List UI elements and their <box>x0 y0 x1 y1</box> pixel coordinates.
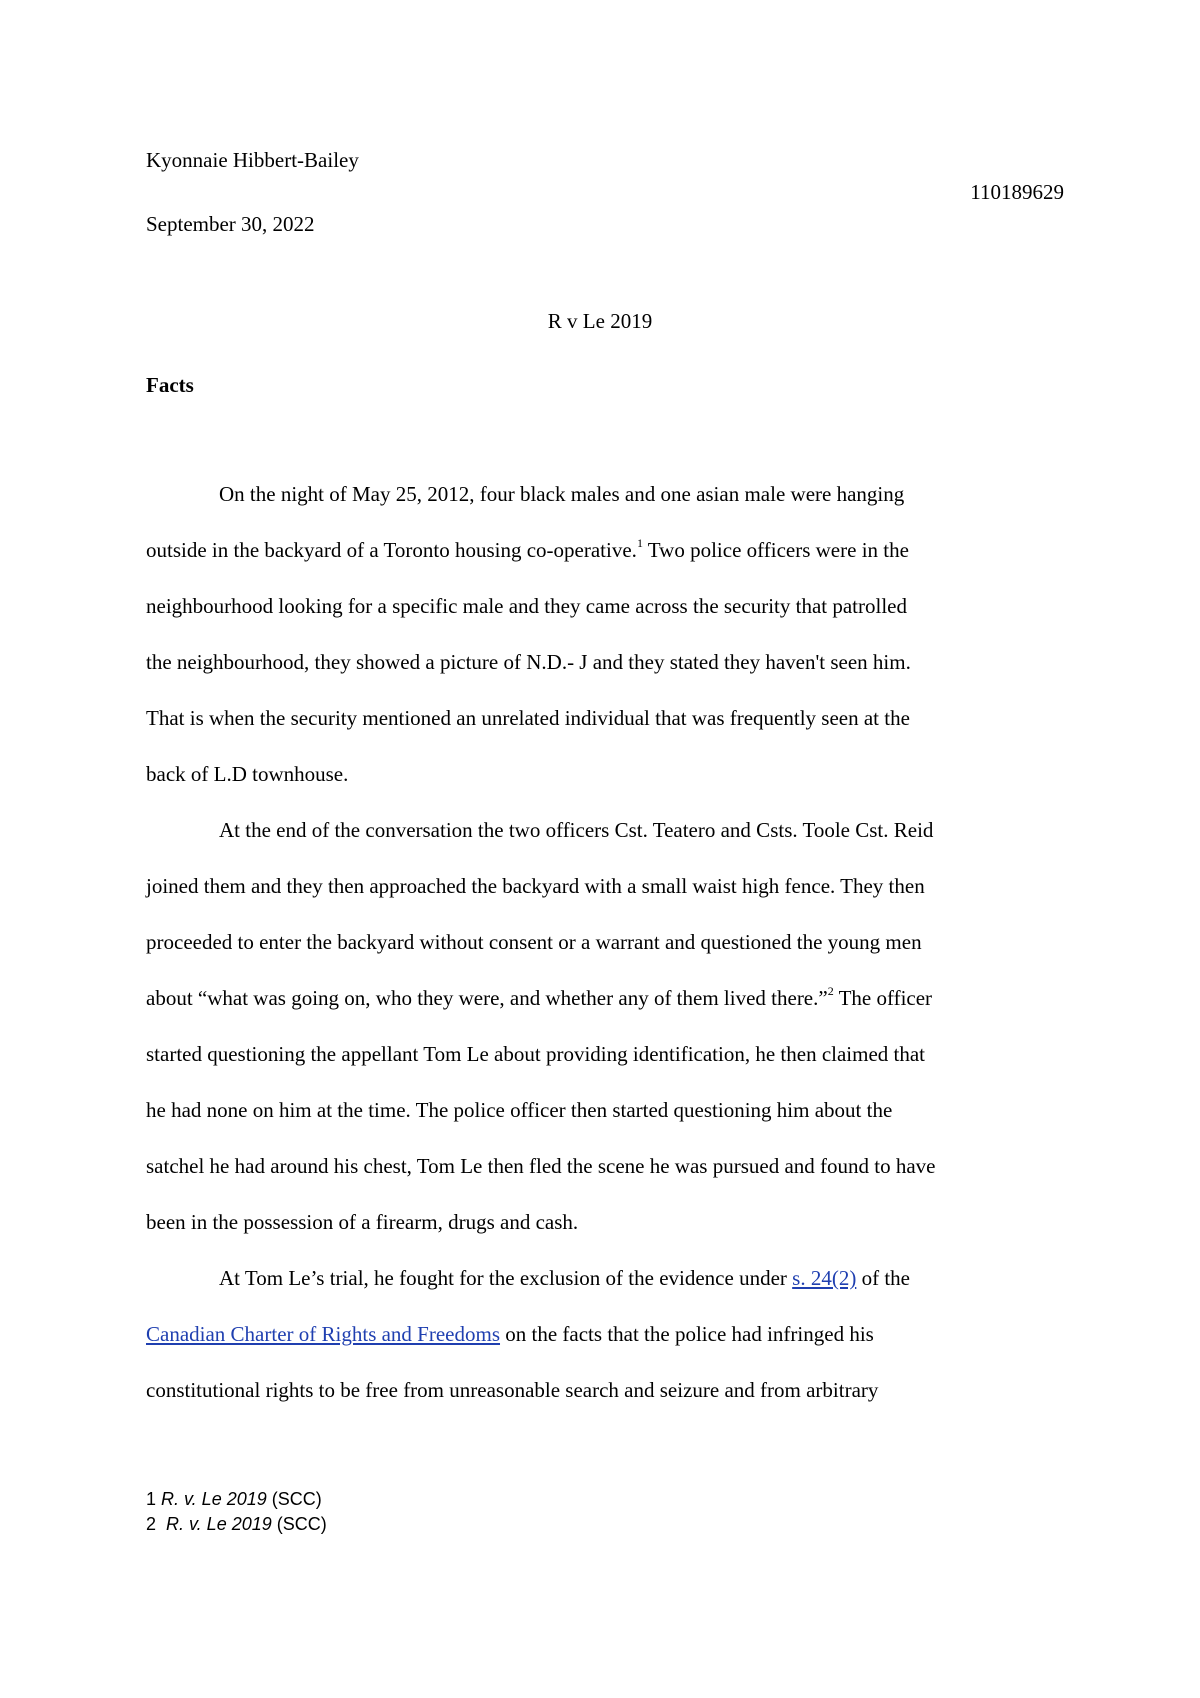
text-span: At Tom Le’s trial, he fought for the exclusion of the evidence under <box>219 1266 793 1290</box>
document-date: September 30, 2022 <box>146 212 315 236</box>
section-heading: Facts <box>146 373 194 397</box>
author-name: Kyonnaie Hibbert-Bailey <box>146 148 359 172</box>
paragraph-line: he had none on him at the time. The police officer then started questioning him about the <box>146 1098 893 1122</box>
text-span: on the facts that the police had infringed his <box>500 1322 874 1346</box>
paragraph-line: started questioning the appellant Tom Le about providing identification, he then claimed that <box>146 1042 926 1066</box>
footnote-ref[interactable]: 1 <box>636 536 643 550</box>
paragraph-line <box>146 1322 874 1347</box>
text-span: The officer <box>833 986 933 1010</box>
student-id: 110189629 <box>970 180 1064 204</box>
footnote-court: (SCC) <box>271 1514 327 1534</box>
footnote-2 <box>146 1514 327 1535</box>
footnote-case: R. v. Le 2019 <box>166 1514 272 1534</box>
charter-link[interactable]: Canadian Charter of Rights and Freedoms <box>146 1322 501 1346</box>
paragraph-line <box>146 538 909 563</box>
footnote-number: 2 <box>146 1514 167 1534</box>
paragraph-line <box>146 986 932 1011</box>
document-title: R v Le 2019 <box>547 309 653 333</box>
footnote-court: (SCC) <box>266 1489 322 1509</box>
paragraph-line: neighbourhood looking for a specific male and they came across the security that patrolled <box>146 594 907 618</box>
paragraph-line: been in the possession of a firearm, drugs and cash. <box>146 1210 579 1234</box>
charter-section-link[interactable]: s. 24(2) <box>792 1266 857 1290</box>
text-span: outside in the backyard of a Toronto housing co-operative. <box>146 538 637 562</box>
paragraph-line: proceeded to enter the backyard without consent or a warrant and questioned the young men <box>146 930 922 954</box>
text-span: Two police officers were in the <box>642 538 909 562</box>
paragraph-line: satchel he had around his chest, Tom Le then fled the scene he was pursued and found to have <box>146 1154 936 1178</box>
footnote-ref[interactable]: 2 <box>827 984 834 998</box>
paragraph-line: back of L.D townhouse. <box>146 762 349 786</box>
paragraph-line: joined them and they then approached the backyard with a small waist high fence. They then <box>146 874 925 898</box>
paragraph-line: On the night of May 25, 2012, four black males and one asian male were hanging <box>219 482 905 506</box>
footnote-number: 1 <box>146 1489 162 1509</box>
paragraph-line: At the end of the conversation the two officers Cst. Teatero and Csts. Toole Cst. Reid <box>219 818 934 842</box>
paragraph-line: That is when the security mentioned an unrelated individual that was frequently seen at the <box>146 706 910 730</box>
footnote-case: R. v. Le 2019 <box>161 1489 267 1509</box>
paragraph-line: constitutional rights to be free from unreasonable search and seizure and from arbitrary <box>146 1378 879 1402</box>
text-span: about “what was going on, who they were, and whether any of them lived there.” <box>146 986 828 1010</box>
text-span: of the <box>856 1266 910 1290</box>
paragraph-line: the neighbourhood, they showed a picture of N.D.- J and they stated they haven't seen him. <box>146 650 911 674</box>
paragraph-line <box>219 1266 910 1291</box>
footnote-1 <box>146 1489 322 1510</box>
